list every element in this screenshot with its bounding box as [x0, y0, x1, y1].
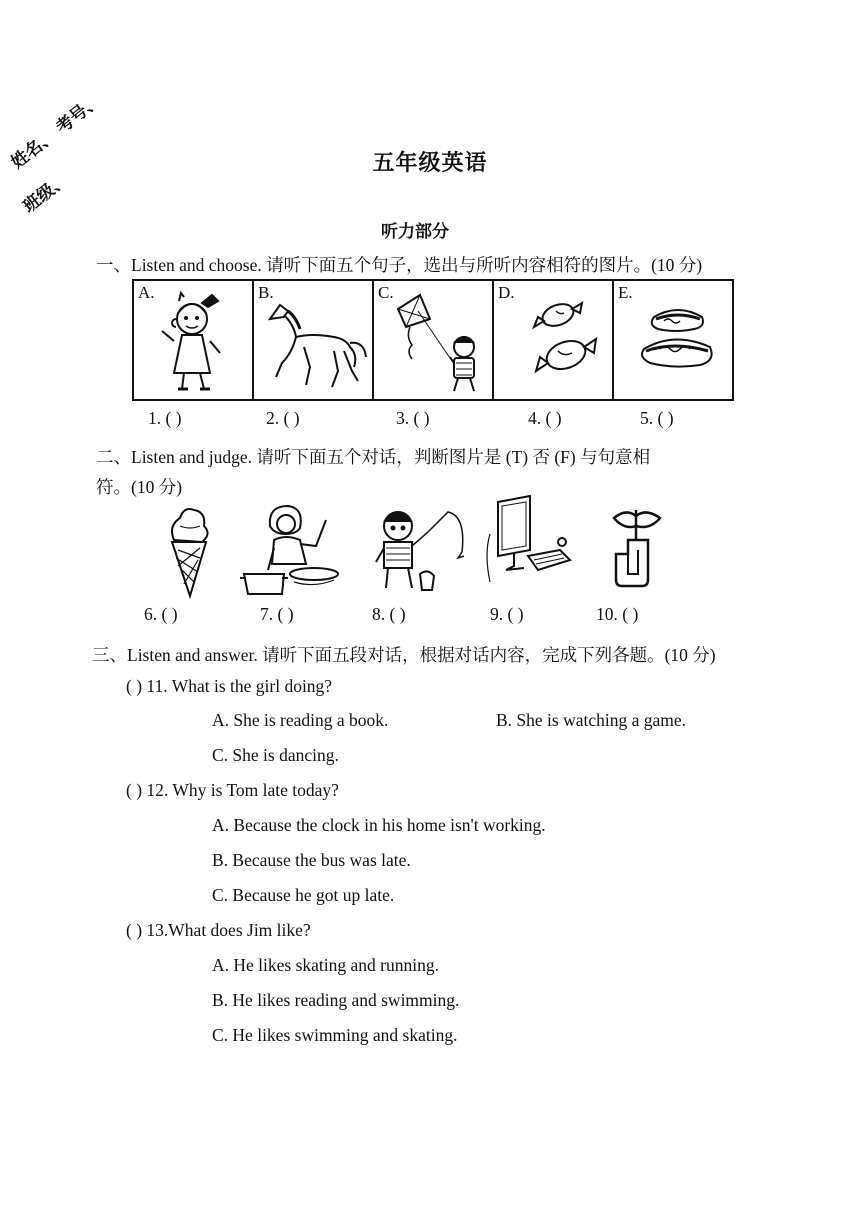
question-11-option-c[interactable]: C. She is dancing.: [212, 745, 339, 765]
question-12-option-a[interactable]: A. Because the clock in his home isn't working.: [212, 815, 546, 835]
ice-cream-cone-icon: [160, 500, 216, 600]
answer-blank-9[interactable]: 9. ( ): [490, 604, 524, 624]
picture-option-b: [254, 281, 374, 399]
name-number-label: 姓名、 考号、: [7, 90, 106, 173]
answer-blank-6[interactable]: 6. ( ): [144, 604, 178, 624]
picture-label-a: A.: [138, 283, 155, 302]
candies-icon: [494, 281, 612, 397]
picture-option-c: [374, 281, 494, 399]
answer-blank-3[interactable]: 3. ( ): [396, 408, 430, 428]
section1-picture-grid: [132, 279, 734, 401]
question-12-option-c[interactable]: C. Because he got up late.: [212, 885, 395, 905]
answer-blank-4[interactable]: 4. ( ): [528, 408, 562, 428]
answer-blank-1[interactable]: 1. ( ): [148, 408, 182, 428]
question-11-option-b[interactable]: B. She is watching a game.: [496, 710, 687, 730]
answer-blank-10[interactable]: 10. ( ): [596, 604, 639, 624]
question-13-option-b[interactable]: B. He likes reading and swimming.: [212, 990, 460, 1010]
answer-blank-7[interactable]: 7. ( ): [260, 604, 294, 624]
picture-label-d: D.: [498, 283, 515, 302]
picture-option-a: [134, 281, 254, 399]
page-title: 五年级英语: [372, 151, 488, 176]
section3-heading: 三、Listen and answer. 请听下面五段对话，根据对话内容，完成下列各题。(10 分): [92, 645, 716, 665]
question-11-option-a[interactable]: A. She is reading a book.: [212, 710, 389, 730]
hot-dogs-icon: [614, 281, 732, 397]
answer-blank-2[interactable]: 2. ( ): [266, 408, 300, 428]
picture-option-e: [614, 281, 732, 399]
question-13-option-a[interactable]: A. He likes skating and running.: [212, 955, 439, 975]
section-subtitle: 听力部分: [381, 222, 449, 242]
class-label: 班级、: [19, 169, 73, 217]
answer-blank-5[interactable]: 5. ( ): [640, 408, 674, 428]
girl-with-headphones-icon: [134, 281, 252, 397]
quiet-gesture-icon: [608, 500, 668, 590]
picture-option-d: [494, 281, 614, 399]
boy-fishing-icon: [372, 502, 468, 602]
section1-heading: 一、Listen and choose. 请听下面五个句子，选出与所听内容相符的图片。(10 分): [96, 255, 703, 275]
question-12-option-b[interactable]: B. Because the bus was late.: [212, 850, 411, 870]
boy-flying-kite-icon: [374, 281, 492, 397]
woman-cooking-icon: [238, 500, 344, 600]
question-11: ( ) 11. What is the girl doing?: [126, 676, 333, 696]
section2-heading-line2: 符。(10 分): [96, 477, 183, 497]
question-13: ( ) 13.What does Jim like?: [126, 920, 311, 940]
question-12: ( ) 12. Why is Tom late today?: [126, 780, 339, 800]
answer-blank-8[interactable]: 8. ( ): [372, 604, 406, 624]
horse-icon: [254, 281, 372, 397]
section2-heading-line1: 二、Listen and judge. 请听下面五个对话，判断图片是 (T) 否 (F) 与句意相: [96, 447, 651, 467]
question-13-option-c[interactable]: C. He likes swimming and skating.: [212, 1025, 458, 1045]
picture-label-c: C.: [378, 283, 394, 302]
picture-label-e: E.: [618, 283, 633, 302]
picture-label-b: B.: [258, 283, 274, 302]
computer-icon: [484, 494, 574, 586]
